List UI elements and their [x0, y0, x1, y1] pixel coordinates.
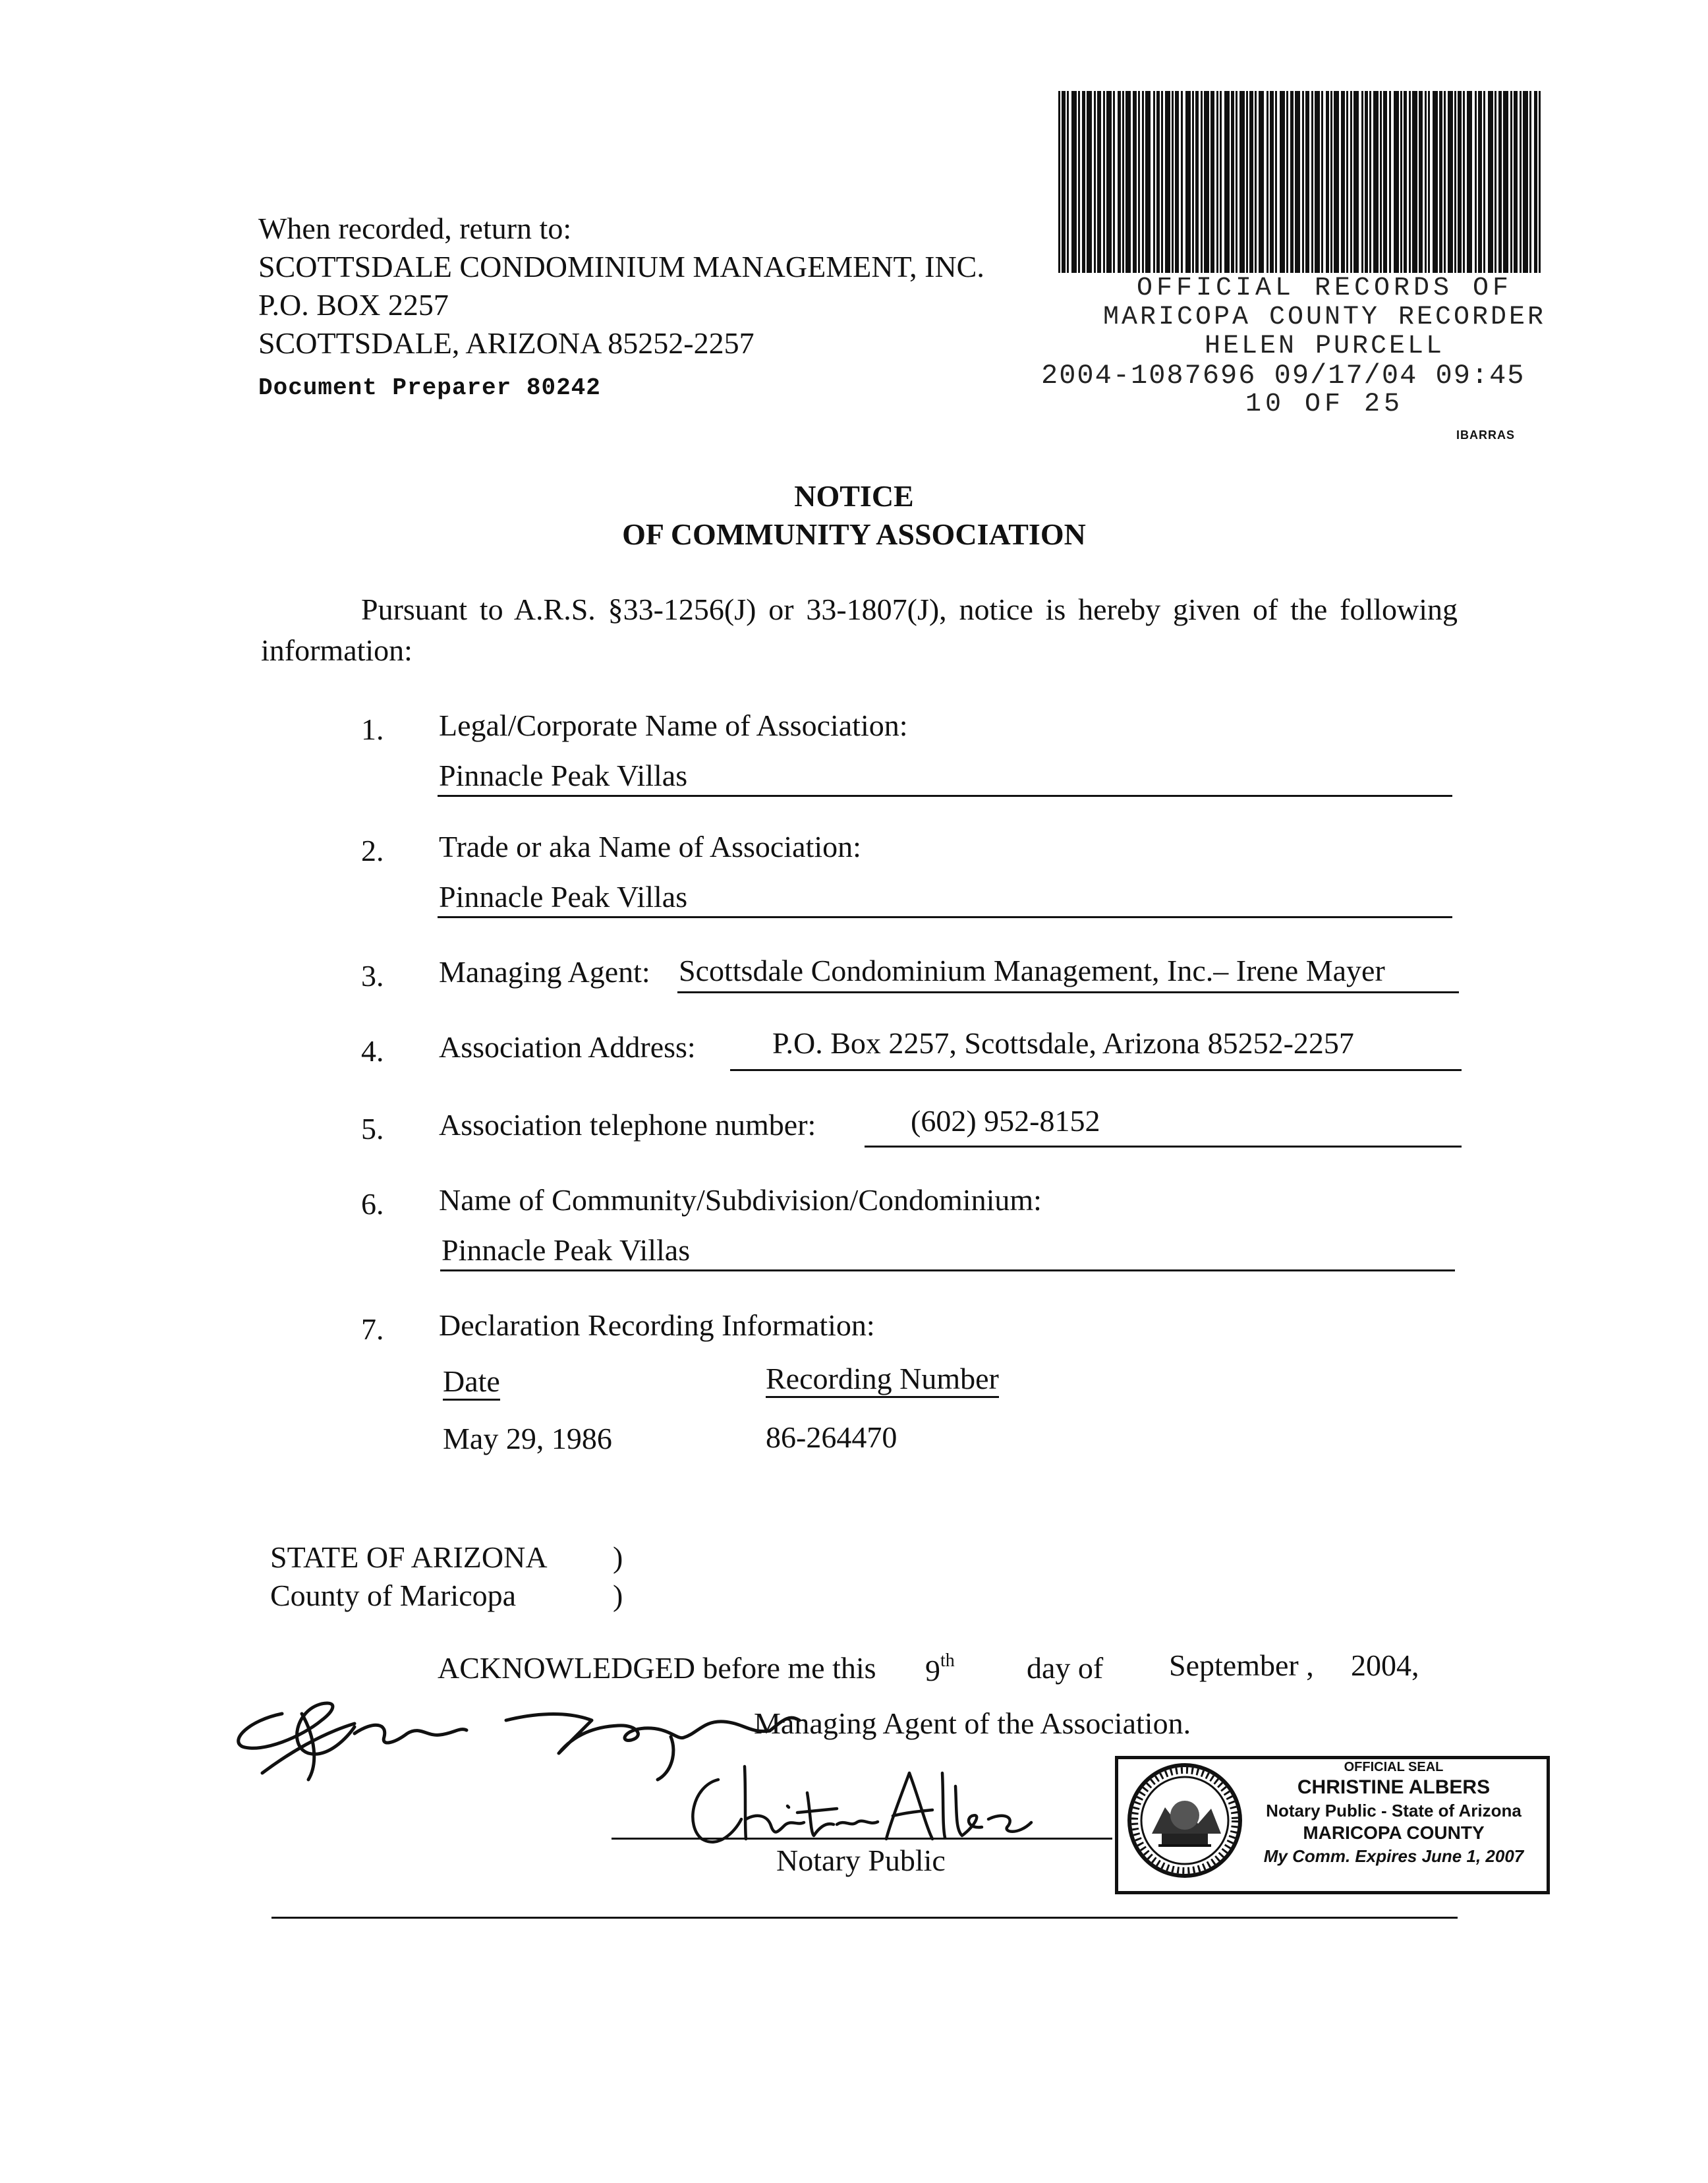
item-label: Declaration Recording Information: [439, 1308, 875, 1342]
barcode-bar [1062, 91, 1066, 273]
item-value: P.O. Box 2257, Scottsdale, Arizona 85252-2257 [772, 1026, 1354, 1060]
barcode-bar [1463, 91, 1465, 273]
barcode-bar [1409, 91, 1411, 273]
barcode-bar [1346, 91, 1348, 273]
barcode-bar [1326, 91, 1329, 273]
recorder-county: MARICOPA COUNTY RECORDER [1102, 303, 1547, 332]
recorder-clerk: IBARRAS [1456, 428, 1516, 442]
barcode-bar [1290, 91, 1294, 273]
agent-line: Managing Agent of the Association. [754, 1706, 1191, 1740]
barcode-bar [1305, 91, 1309, 273]
ack-day-of: day of [1027, 1651, 1104, 1685]
barcode-bar [1514, 91, 1518, 273]
ack-day-suffix: th [940, 1650, 955, 1671]
barcode-bar [1483, 91, 1485, 273]
venue-county: County of Maricopa [270, 1579, 517, 1612]
barcode-bar [1361, 91, 1363, 273]
item-underline [440, 1269, 1455, 1271]
venue-state: STATE OF ARIZONA [270, 1540, 548, 1574]
barcode-bar [1433, 91, 1438, 273]
return-line: P.O. BOX 2257 [258, 288, 449, 322]
barcode-bar [1185, 91, 1191, 273]
seal-title: Notary Public - State of Arizona [1266, 1801, 1522, 1820]
barcode-bar [1280, 91, 1285, 273]
barcode-bar [1529, 91, 1531, 273]
barcode-bar [1087, 91, 1092, 273]
barcode-bar [1097, 91, 1101, 273]
barcode-bar [1439, 91, 1442, 273]
barcode-image [1058, 91, 1541, 273]
barcode-bar [1156, 91, 1160, 273]
barcode-bar [1488, 91, 1493, 273]
barcode-bar [1478, 91, 1482, 273]
barcode-bar [1145, 91, 1151, 273]
barcode-bar [1118, 91, 1121, 273]
barcode-bar [1125, 91, 1131, 273]
barcode-bar [1231, 91, 1234, 273]
item-label: Association Address: [439, 1030, 696, 1064]
item-label: Managing Agent: [439, 955, 650, 989]
barcode-bar [1153, 91, 1155, 273]
notary-label: Notary Public [776, 1844, 946, 1877]
barcode-bar [1539, 91, 1541, 273]
barcode-bar [1224, 91, 1230, 273]
barcode-bar [1458, 91, 1462, 273]
barcode-bar [1113, 91, 1115, 273]
barcode-bar [1350, 91, 1352, 273]
record-number: 2004-1087696 09/17/04 09:45 [1041, 360, 1525, 392]
barcode-bar [1071, 91, 1077, 273]
barcode-bar [1210, 91, 1214, 273]
item-number: 7. [361, 1312, 384, 1346]
barcode-bar [1246, 91, 1248, 273]
bottom-rule [271, 1917, 1458, 1919]
return-address-block [258, 210, 984, 363]
barcode-bar [1394, 91, 1399, 273]
ack-day [925, 1650, 955, 1688]
barcode-bar [1404, 91, 1407, 273]
ack-day-number: 9 [925, 1654, 940, 1687]
barcode-bar [1204, 91, 1209, 273]
item-value: Pinnacle Peak Villas [439, 880, 688, 914]
item-underline [438, 916, 1452, 918]
barcode-bar [1103, 91, 1105, 273]
barcode-bar [1428, 91, 1430, 273]
barcode-bar [1302, 91, 1304, 273]
return-line: SCOTTSDALE CONDOMINIUM MANAGEMENT, INC. [258, 250, 984, 283]
barcode-bar [1201, 91, 1203, 273]
barcode-bar [1380, 91, 1382, 273]
barcode-bar [1365, 91, 1368, 273]
recording-date-header: Date [443, 1364, 500, 1401]
barcode-bar [1311, 91, 1313, 273]
item-label: Trade or aka Name of Association: [439, 830, 861, 863]
seal-name: CHRISTINE ALBERS [1297, 1776, 1491, 1798]
ack-prefix: ACKNOWLEDGED before me this [438, 1651, 876, 1685]
barcode-bar [1389, 91, 1391, 273]
venue-paren: ) [613, 1579, 623, 1612]
barcode-bar [1369, 91, 1371, 273]
barcode-bar [1082, 91, 1085, 273]
barcode-bar [1419, 91, 1423, 273]
document-title [0, 477, 1708, 554]
barcode-bar [1172, 91, 1174, 273]
item-number: 4. [361, 1034, 384, 1068]
item-value: Pinnacle Peak Villas [439, 759, 688, 792]
barcode-bar [1400, 91, 1402, 273]
barcode-bar [1181, 91, 1183, 273]
seal-county: MARICOPA COUNTY [1303, 1822, 1485, 1843]
barcode-bar [1259, 91, 1264, 273]
item-label: Legal/Corporate Name of Association: [439, 709, 908, 742]
barcode-bar [1503, 91, 1508, 273]
recorder-name: HELEN PURCELL [1204, 332, 1445, 361]
recorder-office: OFFICIAL RECORDS OF [1136, 274, 1513, 303]
barcode-bar [1270, 91, 1274, 273]
barcode-bar [1523, 91, 1528, 273]
return-line: SCOTTSDALE, ARIZONA 85252-2257 [258, 326, 754, 360]
barcode-bar [1454, 91, 1456, 273]
barcode-bar [1534, 91, 1537, 273]
barcode-bar [1510, 91, 1512, 273]
barcode-bar [1255, 91, 1257, 273]
venue-paren: ) [613, 1540, 623, 1574]
seal-expires: My Comm. Expires June 1, 2007 [1263, 1846, 1524, 1866]
barcode-bar [1058, 91, 1060, 273]
barcode-bar [1195, 91, 1199, 273]
ack-year: 2004, [1351, 1648, 1419, 1682]
barcode-bar [1494, 91, 1496, 273]
recorder-stamp [1035, 274, 1614, 419]
barcode-bar [1295, 91, 1300, 273]
barcode-bar [1106, 91, 1112, 273]
barcode-bar [1330, 91, 1332, 273]
barcode-bar [1236, 91, 1238, 273]
barcode-bar [1353, 91, 1359, 273]
document-preparer: Document Preparer 80242 [258, 374, 601, 401]
item-number: 2. [361, 834, 384, 867]
barcode-bar [1138, 91, 1140, 273]
title-line-2: OF COMMUNITY ASSOCIATION [622, 517, 1086, 551]
barcode-bar [1239, 91, 1245, 273]
barcode-bar [1192, 91, 1194, 273]
item-number: 3. [361, 959, 384, 993]
item-number: 5. [361, 1112, 384, 1146]
barcode-bar [1334, 91, 1339, 273]
venue-block [270, 1538, 623, 1615]
barcode-bar [1094, 91, 1096, 273]
barcode-bar [1315, 91, 1320, 273]
barcode-bar [1216, 91, 1218, 273]
item-underline [730, 1069, 1462, 1071]
barcode-bar [1165, 91, 1170, 273]
recording-number-header: Recording Number [766, 1362, 999, 1398]
barcode-bar [1122, 91, 1124, 273]
barcode-bar [1383, 91, 1387, 273]
intro-paragraph [261, 589, 1458, 671]
notary-signature [672, 1753, 1041, 1859]
item-underline [865, 1146, 1462, 1148]
barcode-bar [1520, 91, 1522, 273]
notary-seal-text [1245, 1759, 1542, 1868]
barcode-bar [1249, 91, 1253, 273]
seal-heading: OFFICIAL SEAL [1344, 1760, 1444, 1774]
barcode-bar [1448, 91, 1453, 273]
barcode-bar [1467, 91, 1472, 273]
item-number: 6. [361, 1187, 384, 1221]
barcode-bar [1498, 91, 1502, 273]
barcode-bar [1321, 91, 1323, 273]
barcode-bar [1175, 91, 1179, 273]
return-line: When recorded, return to: [258, 212, 572, 245]
state-seal-icon [1125, 1761, 1244, 1880]
barcode-bar [1444, 91, 1446, 273]
item-label: Name of Community/Subdivision/Condominium: [439, 1183, 1042, 1217]
barcode-bar [1142, 91, 1144, 273]
title-line-1: NOTICE [794, 479, 914, 513]
barcode-bar [1286, 91, 1288, 273]
item-value: Scottsdale Condominium Management, Inc.– Irene Mayer [679, 954, 1385, 987]
intro-text: Pursuant to A.R.S. §33-1256(J) or 33-1807(J), notice is hereby given of the following information: [261, 593, 1458, 667]
item-value: Pinnacle Peak Villas [441, 1233, 691, 1267]
barcode-bar [1267, 91, 1268, 273]
recording-number: 86-264470 [766, 1420, 897, 1454]
barcode-bar [1475, 91, 1477, 273]
record-page: 10 OF 25 [1245, 390, 1404, 419]
barcode-bar [1412, 91, 1417, 273]
barcode-bar [1067, 91, 1069, 273]
barcode-bar [1275, 91, 1277, 273]
item-underline [677, 991, 1459, 993]
recording-date: May 29, 1986 [443, 1422, 612, 1455]
barcode-bar [1373, 91, 1379, 273]
item-number: 1. [361, 713, 384, 746]
barcode-bar [1341, 91, 1345, 273]
item-label: Association telephone number: [439, 1108, 816, 1142]
ack-month: September , [1169, 1648, 1314, 1682]
barcode-bar [1133, 91, 1137, 273]
item-value: (602) 952-8152 [911, 1104, 1100, 1138]
barcode-bar [1425, 91, 1427, 273]
item-underline [438, 795, 1452, 797]
barcode-bar [1220, 91, 1222, 273]
barcode-bar [1161, 91, 1163, 273]
barcode-bar [1078, 91, 1080, 273]
